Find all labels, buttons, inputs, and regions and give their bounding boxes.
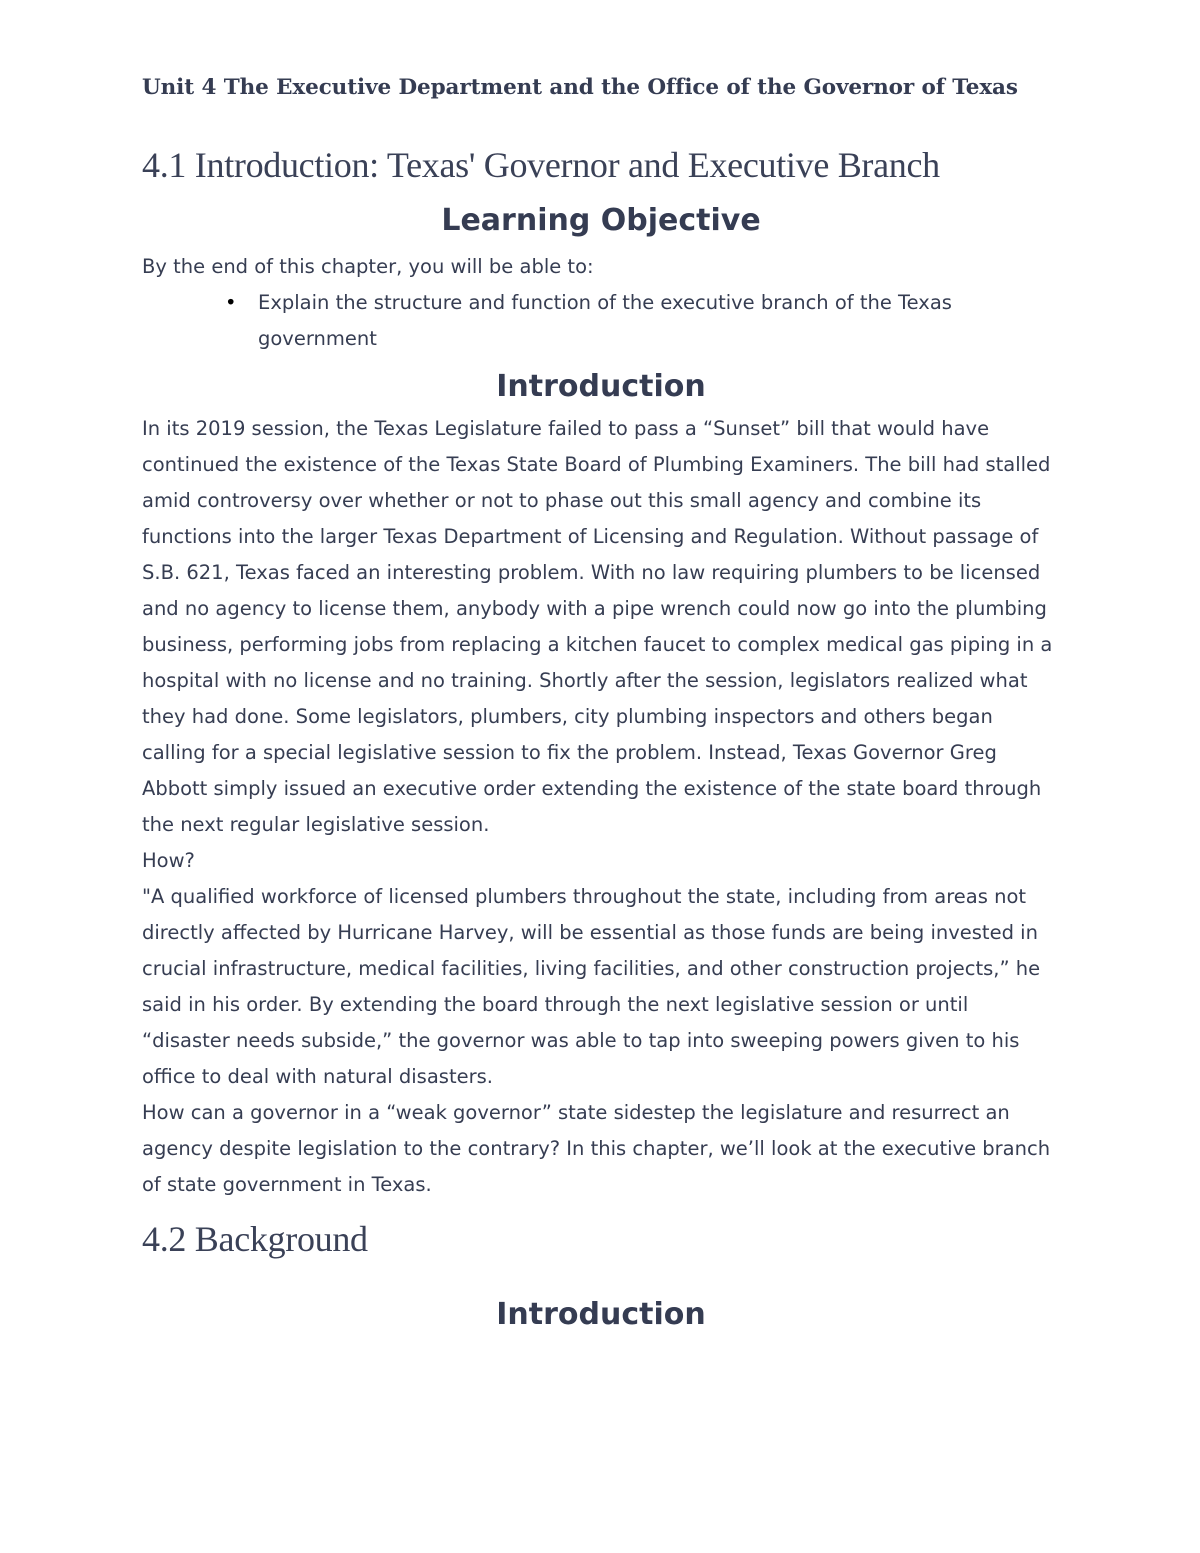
paragraph: How? — [142, 849, 195, 872]
document-page — [142, 70, 1060, 1335]
paragraph: How can a governor in a “weak governor” state sidestep the legislature and resurrect an agency despite legislation to the contrary? In this chapter, we’ll look at the executive branch of state government in Texas. — [142, 1101, 1051, 1196]
list-item-text: Explain the structure and function of the executive branch of the Texas government — [258, 291, 952, 350]
bullet-icon: • — [225, 291, 237, 314]
introduction-heading: Introduction — [496, 369, 706, 404]
introduction-body — [142, 411, 1060, 1203]
unit-title: Unit 4 The Executive Department and the Office of the Governor of Texas — [142, 75, 1018, 100]
section-4-1-heading: 4.1 Introduction: Texas' Governor and Executive Branch — [142, 145, 940, 185]
section-4-2-heading: 4.2 Background — [142, 1219, 368, 1259]
learning-objective-heading: Learning Objective — [441, 203, 761, 238]
paragraph: In its 2019 session, the Texas Legislature failed to pass a “Sunset” bill that would have continued the existence of the Texas State Board of Plumbing Examiners. The bill had stalled amid controversy over whether or not to phase out this small agency and combine its functions into the larger Texas Department of Licensing and Regulation. Without passage of S.B. 621, Texas faced an interesting problem. With no law requiring plumbers to be licensed and no agency to license them, anybody with a pipe wrench could now go into the plumbing business, performing jobs from replacing a kitchen faucet to complex medical gas piping in a hospital with no license and no training. Shortly after the session, legislators realized what they had done. Some legislators, plumbers, city plumbing inspectors and others began calling for a special legislative session to fix the problem. Instead, Texas Governor Greg Abbott simply issued an executive order extending the existence of the state board through the next regular legislative session. — [142, 417, 1053, 836]
learning-objective-lead: By the end of this chapter, you will be able to: — [142, 255, 594, 278]
learning-objective-list — [142, 285, 1060, 357]
list-item — [142, 285, 1060, 357]
paragraph: "A qualified workforce of licensed plumbers throughout the state, including from areas not directly affected by Hurricane Harvey, will be essential as those funds are being invested in crucial infrastructure, medical facilities, living facilities, and other construction projects,” he said in his order. By extending the board through the next legislative session or until “disaster needs subside,” the governor was able to tap into sweeping powers given to his office to deal with natural disasters. — [142, 885, 1041, 1088]
background-introduction-heading: Introduction — [496, 1297, 706, 1332]
